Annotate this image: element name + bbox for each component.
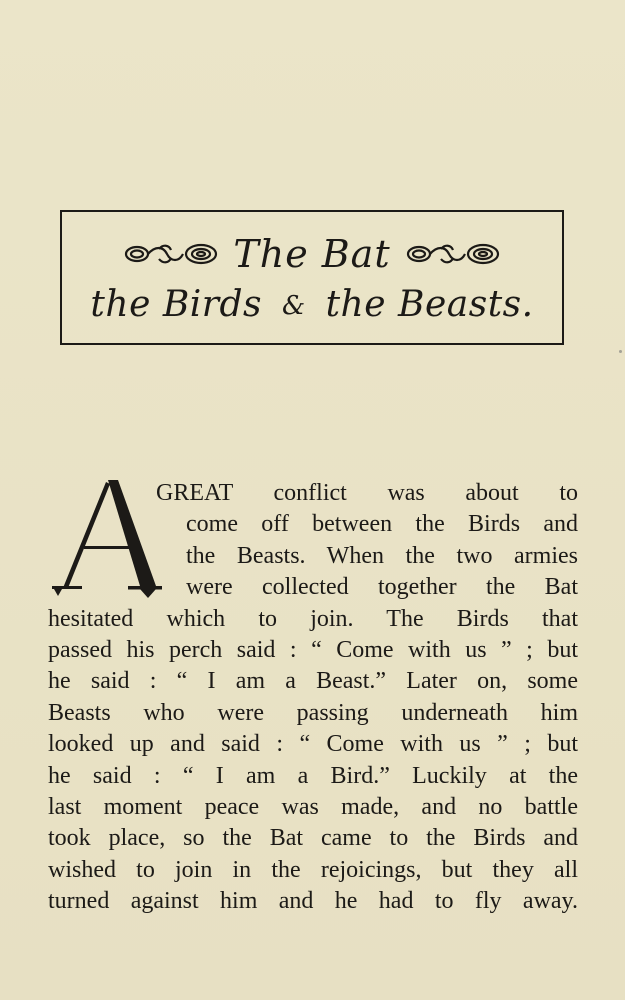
story-line: were collected together the Bat xyxy=(186,574,578,601)
story-line: looked up and said : “ Come with us ” ; but xyxy=(48,731,578,758)
story-line: GREAT conflict was about to xyxy=(156,480,578,506)
paper-speck xyxy=(619,350,622,353)
scroll-ornament-icon xyxy=(405,240,501,268)
title-line-2 xyxy=(62,284,562,325)
story-line: he said : “ I am a Beast.” Later on, some xyxy=(48,668,578,695)
story-line: he said : “ I am a Bird.” Luckily at the xyxy=(48,762,578,789)
story-line: wished to join in the rejoicings, but they all xyxy=(48,856,578,883)
story-line: hesitated which to join. The Birds that xyxy=(48,605,578,632)
title-the-birds: the Birds xyxy=(90,284,263,325)
story-line: Beasts who were passing underneath him xyxy=(48,699,578,726)
story-line: last moment peace was made, and no battle xyxy=(48,793,578,820)
title-line-1 xyxy=(62,232,562,276)
title-the-bat: The Bat xyxy=(233,232,391,276)
story-line: took place, so the Bat came to the Birds and xyxy=(48,825,578,852)
story-line: turned against him and he had to fly away. xyxy=(48,888,578,915)
scroll-ornament-icon xyxy=(123,240,219,268)
story-line: come off between the Birds and xyxy=(186,511,578,538)
story-text xyxy=(48,478,578,917)
story-line: the Beasts. When the two armies xyxy=(186,542,578,569)
title-the-beasts: the Beasts. xyxy=(325,284,534,325)
title-ampersand: & xyxy=(281,291,306,321)
title-box xyxy=(60,210,564,345)
story-line: passed his perch said : “ Come with us ” ; but xyxy=(48,636,578,663)
